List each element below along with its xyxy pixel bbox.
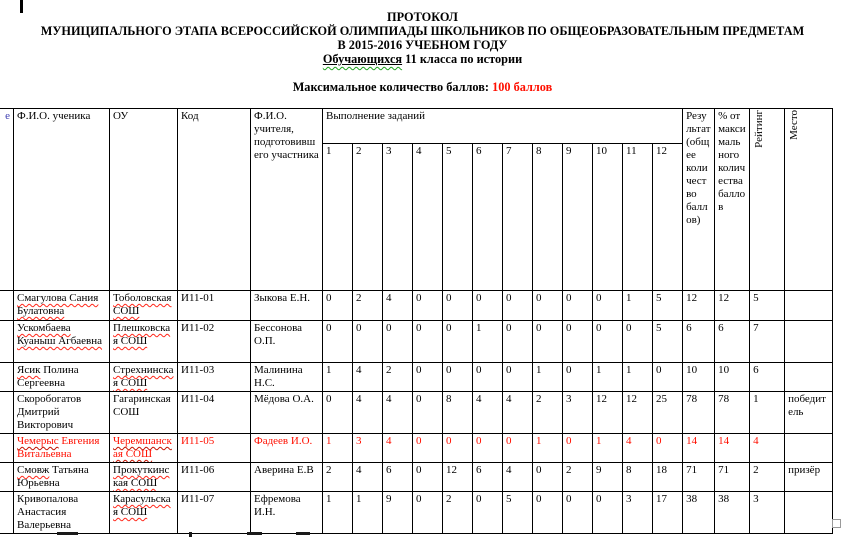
header-task-10: 10 xyxy=(593,144,623,291)
clipped-text-fragment xyxy=(247,532,262,535)
header-teacher: Ф.И.О. учителя, подготовившего участника xyxy=(251,109,323,291)
header-task-9: 9 xyxy=(563,144,593,291)
task-score-cell-7: 5 xyxy=(503,492,533,534)
task-score-cell-11: 1 xyxy=(623,363,653,392)
task-score-cell-3: 4 xyxy=(383,392,413,434)
task-score-cell-9: 0 xyxy=(563,434,593,463)
rating-cell: 5 xyxy=(750,291,785,321)
percent-cell: 78 xyxy=(715,392,750,434)
task-score-cell-1: 1 xyxy=(323,492,353,534)
teacher-cell: Фадеев И.О. xyxy=(251,434,323,463)
task-score-cell-11: 0 xyxy=(623,321,653,363)
task-score-cell-7: 4 xyxy=(503,392,533,434)
result-cell: 14 xyxy=(683,434,715,463)
teacher-cell: Зыкова Е.Н. xyxy=(251,291,323,321)
heading-subtitle xyxy=(0,52,845,66)
task-score-cell-6: 0 xyxy=(473,492,503,534)
header-task-1: 1 xyxy=(323,144,353,291)
header-tasks-group: Выполнение заданий xyxy=(323,109,683,144)
result-cell: 38 xyxy=(683,492,715,534)
max-score-value: 100 баллов xyxy=(492,80,553,94)
task-score-cell-9: 0 xyxy=(563,363,593,392)
rating-cell: 4 xyxy=(750,434,785,463)
rating-cell: 6 xyxy=(750,363,785,392)
student-name-cell: Кривопалова Анастасия Валерьевна xyxy=(14,492,110,534)
table-resize-handle[interactable] xyxy=(832,519,841,528)
task-score-cell-3: 6 xyxy=(383,463,413,492)
place-cell xyxy=(785,363,833,392)
task-score-cell-8: 2 xyxy=(533,392,563,434)
task-score-cell-6: 0 xyxy=(473,363,503,392)
task-score-cell-9: 3 xyxy=(563,392,593,434)
task-score-cell-7: 0 xyxy=(503,291,533,321)
task-score-cell-10: 1 xyxy=(593,434,623,463)
header-result: Результат (общее количество баллов) xyxy=(683,109,715,291)
task-score-cell-10: 0 xyxy=(593,492,623,534)
rating-cell: 2 xyxy=(750,463,785,492)
clipped-text-fragment xyxy=(57,532,78,535)
student-name-cell: Чемерыс Евгения Витальевна xyxy=(14,434,110,463)
heading-line-1: ПРОТОКОЛ xyxy=(387,10,458,24)
header-place: Место xyxy=(785,109,833,291)
task-score-cell-1: 2 xyxy=(323,463,353,492)
task-score-cell-1: 0 xyxy=(323,321,353,363)
task-score-cell-8: 1 xyxy=(533,434,563,463)
table-row xyxy=(0,463,833,492)
task-score-cell-3: 2 xyxy=(383,363,413,392)
teacher-cell: Аверина Е.В xyxy=(251,463,323,492)
header-task-11: 11 xyxy=(623,144,653,291)
task-score-cell-4: 0 xyxy=(413,463,443,492)
place-cell xyxy=(785,492,833,534)
place-cell xyxy=(785,434,833,463)
task-score-cell-7: 0 xyxy=(503,363,533,392)
header-school: ОУ xyxy=(110,109,178,291)
task-score-cell-9: 2 xyxy=(563,463,593,492)
school-cell: Прокуткинская СОШ xyxy=(110,463,178,492)
task-score-cell-10: 0 xyxy=(593,291,623,321)
school-cell: Тоболовская СОШ xyxy=(110,291,178,321)
header-task-3: 3 xyxy=(383,144,413,291)
result-cell: 10 xyxy=(683,363,715,392)
task-score-cell-6: 4 xyxy=(473,392,503,434)
result-cell: 12 xyxy=(683,291,715,321)
task-score-cell-1: 0 xyxy=(323,392,353,434)
rating-cell: 1 xyxy=(750,392,785,434)
header-code: Код xyxy=(178,109,251,291)
header-percent: % от максимального количества баллов xyxy=(715,109,750,291)
header-task-12: 12 xyxy=(653,144,683,291)
header-task-6: 6 xyxy=(473,144,503,291)
task-score-cell-7: 4 xyxy=(503,463,533,492)
task-score-cell-8: 0 xyxy=(533,291,563,321)
row-stub-cell xyxy=(0,434,14,463)
student-name-cell: Смагулова Сания Булатовна xyxy=(14,291,110,321)
row-stub-cell xyxy=(0,291,14,321)
student-name-cell: Ускомбаева Куаныш Агбаевна xyxy=(14,321,110,363)
task-score-cell-2: 1 xyxy=(353,492,383,534)
header-stub-cell xyxy=(0,109,14,291)
row-stub-cell xyxy=(0,321,14,363)
task-score-cell-10: 12 xyxy=(593,392,623,434)
table-row xyxy=(0,321,833,363)
header-task-7: 7 xyxy=(503,144,533,291)
task-score-cell-9: 0 xyxy=(563,291,593,321)
task-score-cell-12: 5 xyxy=(653,291,683,321)
teacher-cell: Бессонова О.П. xyxy=(251,321,323,363)
task-score-cell-12: 0 xyxy=(653,434,683,463)
task-score-cell-5: 2 xyxy=(443,492,473,534)
task-score-cell-4: 0 xyxy=(413,392,443,434)
teacher-cell: Малинина Н.С. xyxy=(251,363,323,392)
percent-cell: 12 xyxy=(715,291,750,321)
percent-cell: 6 xyxy=(715,321,750,363)
table-header-row xyxy=(0,109,833,144)
result-cell: 6 xyxy=(683,321,715,363)
task-score-cell-12: 25 xyxy=(653,392,683,434)
max-score-line xyxy=(0,80,845,95)
task-score-cell-4: 0 xyxy=(413,363,443,392)
task-score-cell-5: 12 xyxy=(443,463,473,492)
percent-cell: 14 xyxy=(715,434,750,463)
percent-cell: 71 xyxy=(715,463,750,492)
task-score-cell-2: 0 xyxy=(353,321,383,363)
place-cell: победитель xyxy=(785,392,833,434)
task-score-cell-5: 0 xyxy=(443,291,473,321)
percent-cell: 38 xyxy=(715,492,750,534)
task-score-cell-5: 0 xyxy=(443,321,473,363)
teacher-cell: Ефремова И.Н. xyxy=(251,492,323,534)
code-cell: И11-01 xyxy=(178,291,251,321)
row-stub-cell xyxy=(0,463,14,492)
task-score-cell-11: 8 xyxy=(623,463,653,492)
task-score-cell-2: 4 xyxy=(353,363,383,392)
table-row xyxy=(0,492,833,534)
task-score-cell-8: 0 xyxy=(533,463,563,492)
task-score-cell-10: 0 xyxy=(593,321,623,363)
table-row xyxy=(0,434,833,463)
task-score-cell-2: 2 xyxy=(353,291,383,321)
task-score-cell-11: 1 xyxy=(623,291,653,321)
place-cell xyxy=(785,321,833,363)
task-score-cell-12: 18 xyxy=(653,463,683,492)
task-score-cell-9: 0 xyxy=(563,492,593,534)
task-score-cell-9: 0 xyxy=(563,321,593,363)
school-cell: Гагаринская СОШ xyxy=(110,392,178,434)
code-cell: И11-06 xyxy=(178,463,251,492)
task-score-cell-6: 0 xyxy=(473,291,503,321)
task-score-cell-2: 4 xyxy=(353,463,383,492)
task-score-cell-6: 6 xyxy=(473,463,503,492)
task-score-cell-1: 1 xyxy=(323,434,353,463)
student-name-cell: Смовж Татьяна Юрьевна xyxy=(14,463,110,492)
heading-line-2: МУНИЦИПАЛЬНОГО ЭТАПА ВСЕРОССИЙСКОЙ ОЛИМПИАДЫ ШКОЛЬНИКОВ ПО ОБЩЕОБРАЗОВАТЕЛЬНЫМ ПРЕДМЕТАМ xyxy=(40,24,805,38)
header-task-8: 8 xyxy=(533,144,563,291)
result-cell: 78 xyxy=(683,392,715,434)
task-score-cell-8: 1 xyxy=(533,363,563,392)
task-score-cell-10: 1 xyxy=(593,363,623,392)
school-cell: Стрехнинская СОШ xyxy=(110,363,178,392)
code-cell: И11-03 xyxy=(178,363,251,392)
task-score-cell-11: 3 xyxy=(623,492,653,534)
table-row xyxy=(0,392,833,434)
table-body xyxy=(0,291,833,534)
task-score-cell-1: 1 xyxy=(323,363,353,392)
percent-cell: 10 xyxy=(715,363,750,392)
task-score-cell-6: 1 xyxy=(473,321,503,363)
code-cell: И11-05 xyxy=(178,434,251,463)
task-score-cell-4: 0 xyxy=(413,492,443,534)
task-score-cell-3: 4 xyxy=(383,434,413,463)
rating-cell: 7 xyxy=(750,321,785,363)
task-score-cell-11: 4 xyxy=(623,434,653,463)
clipped-text-fragment xyxy=(189,532,192,537)
row-stub-cell xyxy=(0,492,14,534)
max-score-label: Максимальное количество баллов: xyxy=(292,80,493,94)
task-score-cell-7: 0 xyxy=(503,321,533,363)
school-cell: Плешковская СОШ xyxy=(110,321,178,363)
task-score-cell-3: 0 xyxy=(383,321,413,363)
result-cell: 71 xyxy=(683,463,715,492)
subtitle-marked-word: Обучающихся xyxy=(322,52,403,66)
place-cell: призёр xyxy=(785,463,833,492)
teacher-cell: Мёдова О.А. xyxy=(251,392,323,434)
task-score-cell-10: 9 xyxy=(593,463,623,492)
school-cell: Карасульская СОШ xyxy=(110,492,178,534)
student-name-cell: Ясик Полина Сергеевна xyxy=(14,363,110,392)
task-score-cell-12: 5 xyxy=(653,321,683,363)
code-cell: И11-07 xyxy=(178,492,251,534)
heading-line-3: В 2015-2016 УЧЕБНОМ ГОДУ xyxy=(337,38,508,52)
clipped-column-fragment: е xyxy=(5,110,10,122)
task-score-cell-7: 0 xyxy=(503,434,533,463)
school-cell: Черемшанская СОШ xyxy=(110,434,178,463)
document-heading xyxy=(0,10,845,66)
code-cell: И11-04 xyxy=(178,392,251,434)
table-row xyxy=(0,291,833,321)
results-table xyxy=(0,108,833,534)
header-student: Ф.И.О. ученика xyxy=(14,109,110,291)
header-task-2: 2 xyxy=(353,144,383,291)
task-score-cell-12: 17 xyxy=(653,492,683,534)
task-score-cell-4: 0 xyxy=(413,321,443,363)
task-score-cell-12: 0 xyxy=(653,363,683,392)
task-score-cell-6: 0 xyxy=(473,434,503,463)
task-score-cell-1: 0 xyxy=(323,291,353,321)
rating-cell: 3 xyxy=(750,492,785,534)
task-score-cell-4: 0 xyxy=(413,434,443,463)
task-score-cell-8: 0 xyxy=(533,492,563,534)
row-stub-cell xyxy=(0,363,14,392)
task-score-cell-2: 3 xyxy=(353,434,383,463)
place-cell xyxy=(785,291,833,321)
clipped-text-fragment xyxy=(296,532,310,535)
task-score-cell-4: 0 xyxy=(413,291,443,321)
row-stub-cell xyxy=(0,392,14,434)
task-score-cell-5: 8 xyxy=(443,392,473,434)
task-score-cell-5: 0 xyxy=(443,363,473,392)
task-score-cell-11: 12 xyxy=(623,392,653,434)
code-cell: И11-02 xyxy=(178,321,251,363)
task-score-cell-2: 4 xyxy=(353,392,383,434)
subtitle-rest: 11 класса по истории xyxy=(402,52,523,66)
task-score-cell-3: 9 xyxy=(383,492,413,534)
table-row xyxy=(0,363,833,392)
task-score-cell-3: 4 xyxy=(383,291,413,321)
header-task-5: 5 xyxy=(443,144,473,291)
header-rating: Рейтинг xyxy=(750,109,785,291)
student-name-cell: Скоробогатов Дмитрий Викторович xyxy=(14,392,110,434)
task-score-cell-5: 0 xyxy=(443,434,473,463)
header-task-4: 4 xyxy=(413,144,443,291)
task-score-cell-8: 0 xyxy=(533,321,563,363)
